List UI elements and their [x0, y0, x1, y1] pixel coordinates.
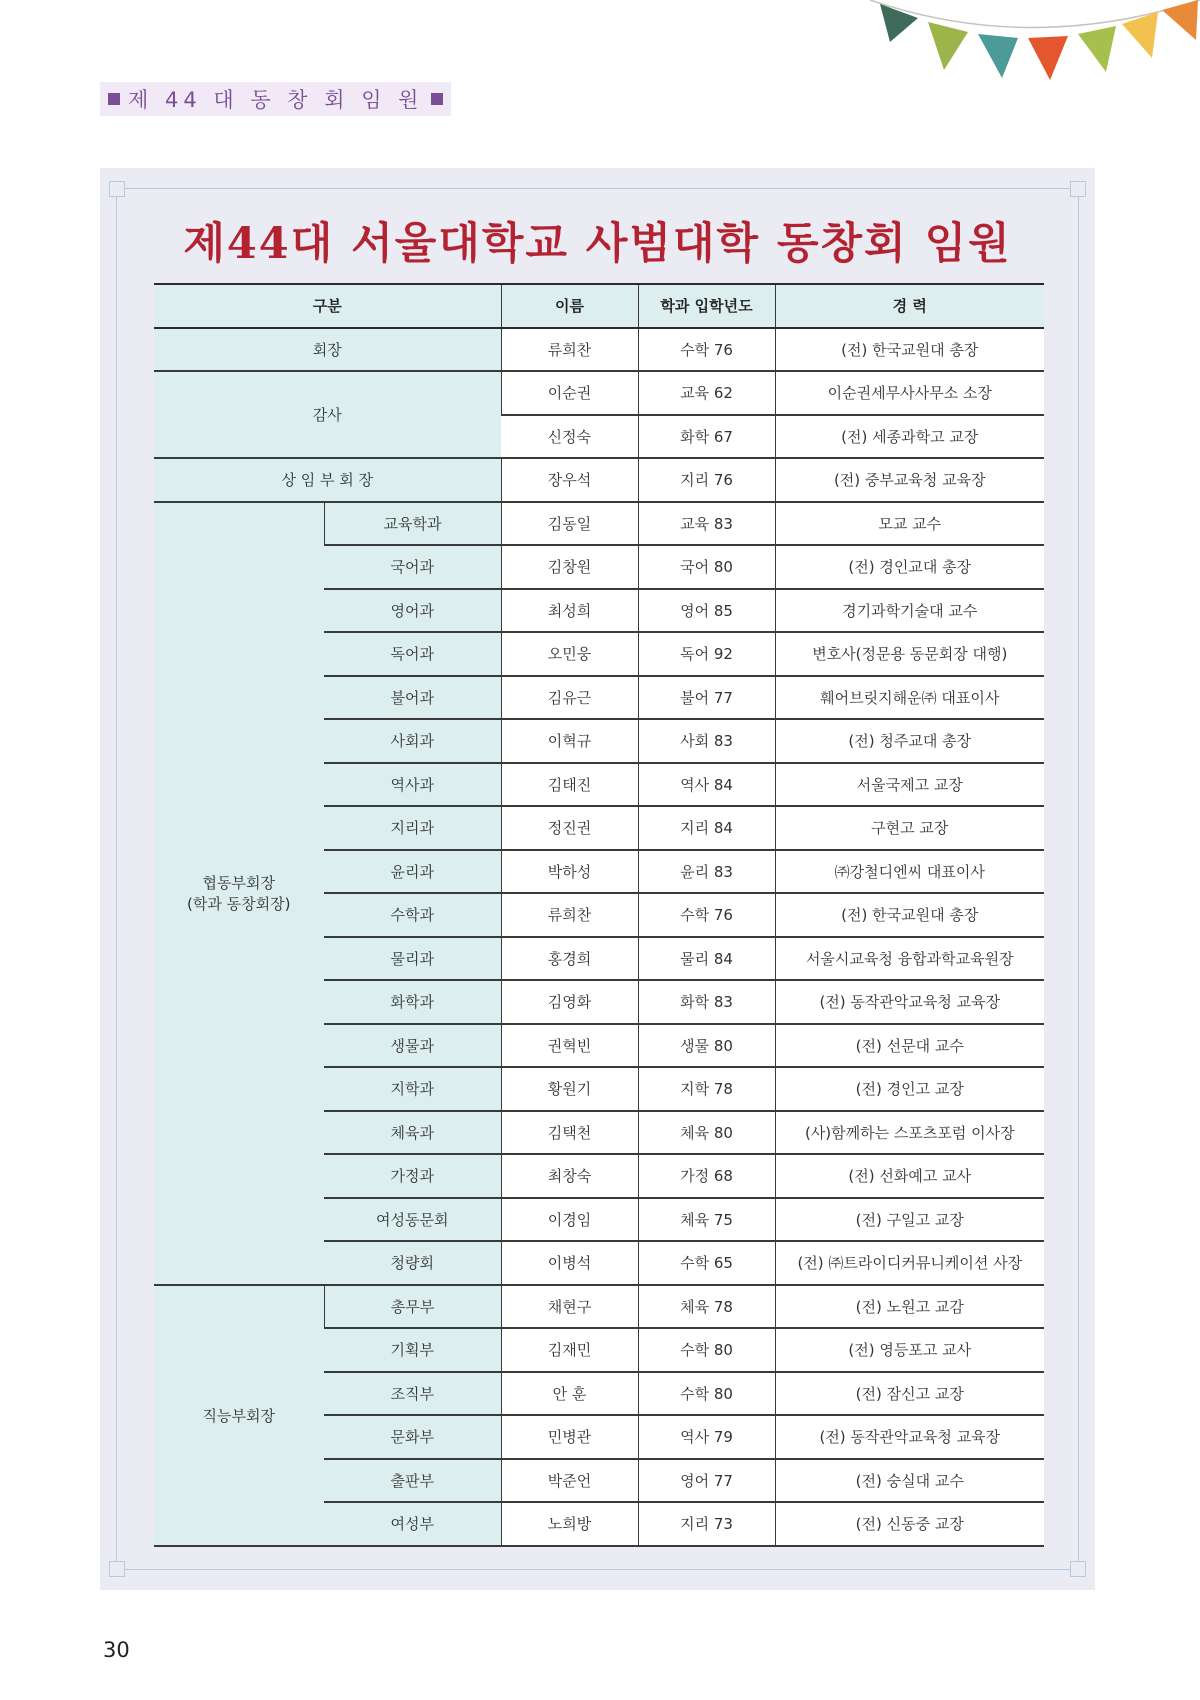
bunting-decoration — [860, 0, 1200, 100]
officers-table — [154, 283, 1044, 1547]
column-header: 구분 — [154, 284, 501, 328]
career-cell: 변호사(정문용 동문회장 대행) — [775, 632, 1044, 676]
content-panel — [100, 168, 1095, 1590]
career-cell: 경기과학기술대 교수 — [775, 589, 1044, 633]
subcategory-cell: 여성동문회 — [324, 1198, 501, 1242]
dept-year-cell: 체육 78 — [638, 1285, 775, 1329]
career-cell: (전) 동작관악교육청 교육장 — [775, 980, 1044, 1024]
name-cell: 김재민 — [501, 1328, 638, 1372]
name-cell: 권혁빈 — [501, 1024, 638, 1068]
dept-year-cell: 물리 84 — [638, 937, 775, 981]
name-cell: 노희방 — [501, 1502, 638, 1546]
career-cell: (전) 동작관악교육청 교육장 — [775, 1415, 1044, 1459]
career-cell: (전) 선문대 교수 — [775, 1024, 1044, 1068]
dept-year-cell: 교육 83 — [638, 502, 775, 546]
subcategory-cell: 역사과 — [324, 763, 501, 807]
subcategory-cell: 여성부 — [324, 1502, 501, 1546]
dept-year-cell: 수학 76 — [638, 893, 775, 937]
dept-year-cell: 교육 62 — [638, 371, 775, 415]
name-cell: 김태진 — [501, 763, 638, 807]
career-cell: 훼어브릿지해운㈜ 대표이사 — [775, 676, 1044, 720]
career-cell: (전) 영등포고 교사 — [775, 1328, 1044, 1372]
dept-year-cell: 지리 73 — [638, 1502, 775, 1546]
name-cell: 이경임 — [501, 1198, 638, 1242]
square-bullet-icon — [431, 93, 443, 105]
column-header: 경 력 — [775, 284, 1044, 328]
career-cell: (전) 중부교육청 교육장 — [775, 458, 1044, 502]
dept-year-cell: 지학 78 — [638, 1067, 775, 1111]
category-cell: 상 임 부 회 장 — [154, 458, 501, 502]
table-row — [154, 328, 1044, 372]
dept-year-cell: 영어 85 — [638, 589, 775, 633]
career-cell: (전) 선화예고 교사 — [775, 1154, 1044, 1198]
dept-year-cell: 화학 67 — [638, 415, 775, 459]
subcategory-cell: 수학과 — [324, 893, 501, 937]
frame-corner-icon — [1070, 181, 1086, 197]
category-cell: 감사 — [154, 371, 501, 458]
name-cell: 김택천 — [501, 1111, 638, 1155]
career-cell: (전) 경인고 교장 — [775, 1067, 1044, 1111]
name-cell: 황원기 — [501, 1067, 638, 1111]
table-row — [154, 502, 1044, 546]
career-cell: (전) 한국교원대 총장 — [775, 328, 1044, 372]
subcategory-cell: 윤리과 — [324, 850, 501, 894]
name-cell: 채현구 — [501, 1285, 638, 1329]
subcategory-cell: 체육과 — [324, 1111, 501, 1155]
career-cell: (전) 노원고 교감 — [775, 1285, 1044, 1329]
career-cell: 모교 교수 — [775, 502, 1044, 546]
table-header-row — [154, 284, 1044, 328]
name-cell: 안 훈 — [501, 1372, 638, 1416]
name-cell: 신정숙 — [501, 415, 638, 459]
name-cell: 오민웅 — [501, 632, 638, 676]
name-cell: 박준언 — [501, 1459, 638, 1503]
name-cell: 이순권 — [501, 371, 638, 415]
dept-year-cell: 수학 80 — [638, 1328, 775, 1372]
column-header: 학과 입학년도 — [638, 284, 775, 328]
section-label: 제 44 대 동 창 회 임 원 — [128, 88, 424, 112]
subcategory-cell: 교육학과 — [324, 502, 501, 546]
dept-year-cell: 윤리 83 — [638, 850, 775, 894]
name-cell: 이병석 — [501, 1241, 638, 1285]
subcategory-cell: 국어과 — [324, 545, 501, 589]
frame-corner-icon — [109, 181, 125, 197]
subcategory-cell: 총무부 — [324, 1285, 501, 1329]
dept-year-cell: 가정 68 — [638, 1154, 775, 1198]
name-cell: 류희찬 — [501, 893, 638, 937]
subcategory-cell: 화학과 — [324, 980, 501, 1024]
subcategory-cell: 사회과 — [324, 719, 501, 763]
career-cell: 서울국제고 교장 — [775, 763, 1044, 807]
name-cell: 김영화 — [501, 980, 638, 1024]
table-row — [154, 458, 1044, 502]
subcategory-cell: 문화부 — [324, 1415, 501, 1459]
page-title: 제44대 서울대학교 사범대학 동창회 임원 — [183, 219, 1012, 269]
frame-corner-icon — [109, 1561, 125, 1577]
name-cell: 류희찬 — [501, 328, 638, 372]
career-cell: (사)함께하는 스포츠포럼 이사장 — [775, 1111, 1044, 1155]
career-cell: 구현고 교장 — [775, 806, 1044, 850]
subcategory-cell: 출판부 — [324, 1459, 501, 1503]
name-cell: 장우석 — [501, 458, 638, 502]
category-cell: 협동부회장 (학과 동창회장) — [154, 502, 324, 1285]
subcategory-cell: 영어과 — [324, 589, 501, 633]
career-cell: (전) 경인교대 총장 — [775, 545, 1044, 589]
career-cell: (전) 구일고 교장 — [775, 1198, 1044, 1242]
subcategory-cell: 불어과 — [324, 676, 501, 720]
career-cell: (전) 잠신고 교장 — [775, 1372, 1044, 1416]
career-cell: (전) 숭실대 교수 — [775, 1459, 1044, 1503]
dept-year-cell: 지리 76 — [638, 458, 775, 502]
dept-year-cell: 수학 80 — [638, 1372, 775, 1416]
dept-year-cell: 수학 76 — [638, 328, 775, 372]
dept-year-cell: 영어 77 — [638, 1459, 775, 1503]
dept-year-cell: 지리 84 — [638, 806, 775, 850]
name-cell: 최성희 — [501, 589, 638, 633]
name-cell: 박하성 — [501, 850, 638, 894]
name-cell: 민병관 — [501, 1415, 638, 1459]
table-row — [154, 1285, 1044, 1329]
dept-year-cell: 독어 92 — [638, 632, 775, 676]
name-cell: 김창원 — [501, 545, 638, 589]
subcategory-cell: 기획부 — [324, 1328, 501, 1372]
career-cell: (전) 한국교원대 총장 — [775, 893, 1044, 937]
career-cell: 이순권세무사사무소 소장 — [775, 371, 1044, 415]
dept-year-cell: 역사 84 — [638, 763, 775, 807]
dept-year-cell: 체육 80 — [638, 1111, 775, 1155]
bunting-flags — [880, 0, 1198, 80]
subcategory-cell: 독어과 — [324, 632, 501, 676]
subcategory-cell: 가정과 — [324, 1154, 501, 1198]
dept-year-cell: 화학 83 — [638, 980, 775, 1024]
table-row — [154, 371, 1044, 415]
name-cell: 김동일 — [501, 502, 638, 546]
section-header — [100, 82, 451, 116]
square-bullet-icon — [108, 93, 120, 105]
dept-year-cell: 생물 80 — [638, 1024, 775, 1068]
name-cell: 이혁규 — [501, 719, 638, 763]
dept-year-cell: 국어 80 — [638, 545, 775, 589]
subcategory-cell: 지리과 — [324, 806, 501, 850]
name-cell: 정진권 — [501, 806, 638, 850]
column-header: 이름 — [501, 284, 638, 328]
career-cell: (전) 청주교대 총장 — [775, 719, 1044, 763]
dept-year-cell: 수학 65 — [638, 1241, 775, 1285]
name-cell: 홍경희 — [501, 937, 638, 981]
subcategory-cell: 생물과 — [324, 1024, 501, 1068]
subcategory-cell: 조직부 — [324, 1372, 501, 1416]
career-cell: (전) 세종과학고 교장 — [775, 415, 1044, 459]
subcategory-cell: 청량회 — [324, 1241, 501, 1285]
page-number: 30 — [103, 1638, 130, 1662]
frame-corner-icon — [1070, 1561, 1086, 1577]
name-cell: 최창숙 — [501, 1154, 638, 1198]
category-cell: 직능부회장 — [154, 1285, 324, 1546]
dept-year-cell: 불어 77 — [638, 676, 775, 720]
category-cell: 회장 — [154, 328, 501, 372]
career-cell: (전) ㈜트라이디커뮤니케이션 사장 — [775, 1241, 1044, 1285]
dept-year-cell: 사회 83 — [638, 719, 775, 763]
career-cell: (전) 신동중 교장 — [775, 1502, 1044, 1546]
subcategory-cell: 지학과 — [324, 1067, 501, 1111]
career-cell: 서울시교육청 융합과학교육원장 — [775, 937, 1044, 981]
subcategory-cell: 물리과 — [324, 937, 501, 981]
name-cell: 김유근 — [501, 676, 638, 720]
career-cell: ㈜강철디엔씨 대표이사 — [775, 850, 1044, 894]
dept-year-cell: 역사 79 — [638, 1415, 775, 1459]
dept-year-cell: 체육 75 — [638, 1198, 775, 1242]
